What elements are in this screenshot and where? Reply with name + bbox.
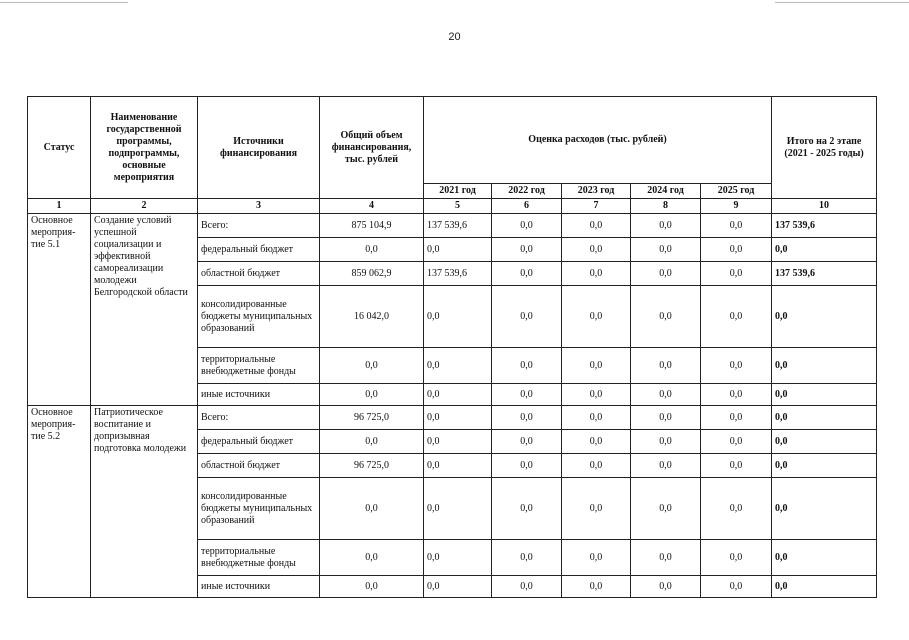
measure-name-cell: Патриотическое воспитание и допризывная подготовка молодежи bbox=[91, 406, 198, 598]
source-cell: территориальные внебюджетные фонды bbox=[198, 540, 320, 576]
status-cell: Основное мероприя-тие 5.1 bbox=[28, 214, 91, 406]
column-number: 7 bbox=[562, 199, 631, 214]
column-number-row bbox=[28, 199, 877, 214]
source-cell: Всего: bbox=[198, 406, 320, 430]
header-year: 2021 год bbox=[424, 184, 492, 199]
total-cell: 0,0 bbox=[320, 384, 424, 406]
header-year: 2025 год bbox=[701, 184, 772, 199]
year-value-cell: 0,0 bbox=[631, 214, 701, 238]
page-number: 20 bbox=[448, 31, 461, 43]
year-value-cell: 0,0 bbox=[562, 478, 631, 540]
header-year: 2024 год bbox=[631, 184, 701, 199]
year-value-cell: 0,0 bbox=[701, 214, 772, 238]
year-value-cell: 0,0 bbox=[424, 348, 492, 384]
year-value-cell: 0,0 bbox=[492, 478, 562, 540]
year-value-cell: 0,0 bbox=[424, 286, 492, 348]
year-value-cell: 0,0 bbox=[701, 454, 772, 478]
table-row bbox=[28, 406, 877, 430]
year-value-cell: 0,0 bbox=[492, 262, 562, 286]
column-number: 4 bbox=[320, 199, 424, 214]
year-value-cell: 0,0 bbox=[562, 454, 631, 478]
stage-total-cell: 0,0 bbox=[772, 430, 877, 454]
budget-table-body bbox=[28, 214, 877, 598]
year-value-cell: 0,0 bbox=[492, 540, 562, 576]
scan-top-line-left bbox=[0, 2, 128, 3]
year-value-cell: 0,0 bbox=[631, 406, 701, 430]
year-value-cell: 0,0 bbox=[492, 214, 562, 238]
header-name: Наименование государственной программы, подпрограммы, основные мероприятия bbox=[91, 97, 198, 199]
table-row bbox=[28, 214, 877, 238]
total-cell: 0,0 bbox=[320, 478, 424, 540]
column-number: 9 bbox=[701, 199, 772, 214]
year-value-cell: 0,0 bbox=[631, 478, 701, 540]
year-value-cell: 0,0 bbox=[562, 576, 631, 598]
source-cell: иные источники bbox=[198, 576, 320, 598]
header-stage-total: Итого на 2 этапе (2021 - 2025 годы) bbox=[772, 97, 877, 199]
year-value-cell: 0,0 bbox=[424, 430, 492, 454]
stage-total-cell: 0,0 bbox=[772, 286, 877, 348]
header-total: Общий объем финансирования, тыс. рублей bbox=[320, 97, 424, 199]
total-cell: 0,0 bbox=[320, 348, 424, 384]
source-cell: областной бюджет bbox=[198, 262, 320, 286]
column-number: 10 bbox=[772, 199, 877, 214]
year-value-cell: 0,0 bbox=[631, 238, 701, 262]
budget-table bbox=[27, 96, 877, 598]
source-cell: иные источники bbox=[198, 384, 320, 406]
header-year: 2022 год bbox=[492, 184, 562, 199]
column-number: 8 bbox=[631, 199, 701, 214]
year-value-cell: 0,0 bbox=[424, 406, 492, 430]
stage-total-cell: 0,0 bbox=[772, 384, 877, 406]
source-cell: консолидированные бюджеты муниципальных образований bbox=[198, 286, 320, 348]
stage-total-cell: 0,0 bbox=[772, 348, 877, 384]
year-value-cell: 0,0 bbox=[701, 238, 772, 262]
year-value-cell: 0,0 bbox=[424, 540, 492, 576]
year-value-cell: 0,0 bbox=[562, 214, 631, 238]
year-value-cell: 0,0 bbox=[701, 286, 772, 348]
year-value-cell: 0,0 bbox=[492, 286, 562, 348]
year-value-cell: 0,0 bbox=[492, 454, 562, 478]
stage-total-cell: 0,0 bbox=[772, 238, 877, 262]
year-value-cell: 137 539,6 bbox=[424, 214, 492, 238]
year-value-cell: 0,0 bbox=[631, 430, 701, 454]
year-value-cell: 137 539,6 bbox=[424, 262, 492, 286]
year-value-cell: 0,0 bbox=[562, 348, 631, 384]
year-value-cell: 0,0 bbox=[492, 430, 562, 454]
year-value-cell: 0,0 bbox=[492, 576, 562, 598]
year-value-cell: 0,0 bbox=[701, 540, 772, 576]
year-value-cell: 0,0 bbox=[562, 540, 631, 576]
source-cell: областной бюджет bbox=[198, 454, 320, 478]
year-value-cell: 0,0 bbox=[492, 348, 562, 384]
year-value-cell: 0,0 bbox=[424, 384, 492, 406]
stage-total-cell: 0,0 bbox=[772, 406, 877, 430]
year-value-cell: 0,0 bbox=[631, 454, 701, 478]
total-cell: 0,0 bbox=[320, 430, 424, 454]
year-value-cell: 0,0 bbox=[492, 384, 562, 406]
year-value-cell: 0,0 bbox=[562, 406, 631, 430]
column-number: 6 bbox=[492, 199, 562, 214]
column-number: 2 bbox=[91, 199, 198, 214]
year-value-cell: 0,0 bbox=[631, 286, 701, 348]
scan-top-line-right bbox=[775, 2, 909, 3]
year-value-cell: 0,0 bbox=[562, 384, 631, 406]
year-value-cell: 0,0 bbox=[701, 406, 772, 430]
total-cell: 16 042,0 bbox=[320, 286, 424, 348]
stage-total-cell: 0,0 bbox=[772, 454, 877, 478]
header-status: Статус bbox=[28, 97, 91, 199]
header-row bbox=[28, 97, 877, 184]
year-value-cell: 0,0 bbox=[424, 478, 492, 540]
column-number: 3 bbox=[198, 199, 320, 214]
total-cell: 0,0 bbox=[320, 238, 424, 262]
total-cell: 859 062,9 bbox=[320, 262, 424, 286]
year-value-cell: 0,0 bbox=[701, 430, 772, 454]
year-value-cell: 0,0 bbox=[492, 406, 562, 430]
year-value-cell: 0,0 bbox=[701, 478, 772, 540]
total-cell: 96 725,0 bbox=[320, 454, 424, 478]
year-value-cell: 0,0 bbox=[562, 238, 631, 262]
source-cell: территориальные внебюджетные фонды bbox=[198, 348, 320, 384]
year-value-cell: 0,0 bbox=[701, 262, 772, 286]
source-cell: консолидированные бюджеты муниципальных образований bbox=[198, 478, 320, 540]
year-value-cell: 0,0 bbox=[424, 454, 492, 478]
year-value-cell: 0,0 bbox=[562, 262, 631, 286]
year-value-cell: 0,0 bbox=[631, 540, 701, 576]
column-number: 1 bbox=[28, 199, 91, 214]
stage-total-cell: 137 539,6 bbox=[772, 214, 877, 238]
year-value-cell: 0,0 bbox=[424, 576, 492, 598]
year-value-cell: 0,0 bbox=[562, 286, 631, 348]
total-cell: 0,0 bbox=[320, 576, 424, 598]
year-value-cell: 0,0 bbox=[701, 348, 772, 384]
year-value-cell: 0,0 bbox=[701, 576, 772, 598]
total-cell: 875 104,9 bbox=[320, 214, 424, 238]
header-year: 2023 год bbox=[562, 184, 631, 199]
column-number: 5 bbox=[424, 199, 492, 214]
total-cell: 96 725,0 bbox=[320, 406, 424, 430]
source-cell: федеральный бюджет bbox=[198, 238, 320, 262]
header-sources: Источники финансирования bbox=[198, 97, 320, 199]
header-estimate: Оценка расходов (тыс. рублей) bbox=[424, 97, 772, 184]
year-value-cell: 0,0 bbox=[701, 384, 772, 406]
year-value-cell: 0,0 bbox=[631, 348, 701, 384]
stage-total-cell: 0,0 bbox=[772, 576, 877, 598]
status-cell: Основное мероприя-тие 5.2 bbox=[28, 406, 91, 598]
year-value-cell: 0,0 bbox=[492, 238, 562, 262]
total-cell: 0,0 bbox=[320, 540, 424, 576]
measure-name-cell: Создание условий успешной социализации и эффективной самореализации молодежи Белгородской области bbox=[91, 214, 198, 406]
source-cell: Всего: bbox=[198, 214, 320, 238]
year-value-cell: 0,0 bbox=[562, 430, 631, 454]
year-value-cell: 0,0 bbox=[631, 262, 701, 286]
year-value-cell: 0,0 bbox=[424, 238, 492, 262]
source-cell: федеральный бюджет bbox=[198, 430, 320, 454]
year-value-cell: 0,0 bbox=[631, 384, 701, 406]
stage-total-cell: 0,0 bbox=[772, 540, 877, 576]
year-value-cell: 0,0 bbox=[631, 576, 701, 598]
stage-total-cell: 0,0 bbox=[772, 478, 877, 540]
stage-total-cell: 137 539,6 bbox=[772, 262, 877, 286]
